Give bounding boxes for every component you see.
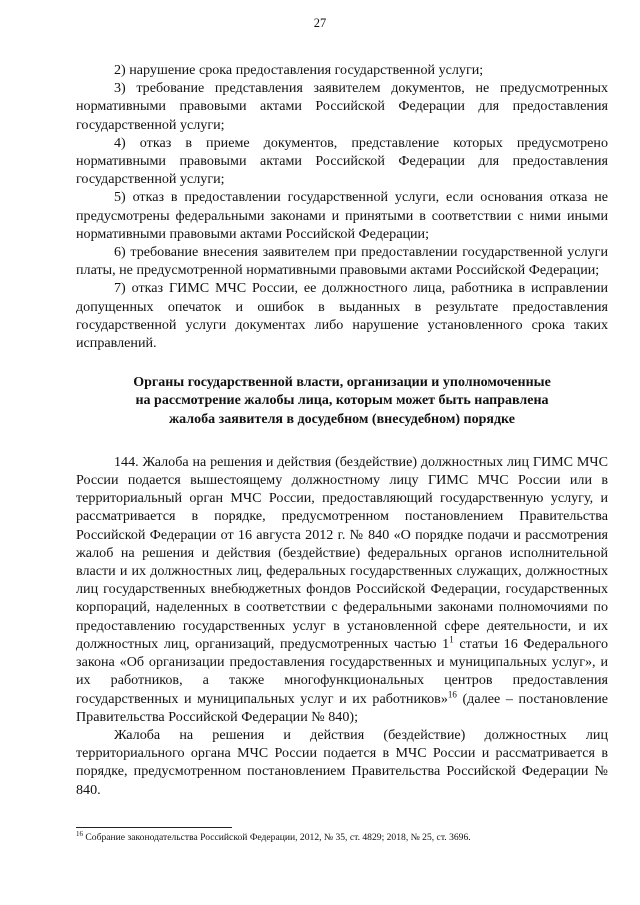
section-heading bbox=[76, 374, 608, 429]
paragraph-144-part-2: статьи 16 Федерального закона «Об организации предоставления государственных и муниципальных услуг», и их работников, а также многофункциональных центров предоставления государственных и муниципальных услуг и их работников» bbox=[76, 635, 608, 707]
superscript-1: 1 bbox=[449, 634, 454, 645]
footnote-ref-16: 16 bbox=[447, 688, 457, 699]
paragraph-144 bbox=[76, 453, 608, 726]
list-item-5: 5) отказ в предоставлении государственной услуги, если основания отказа не предусмотрены федеральными законами и принятыми в соответствии с ними иными нормативными правовыми актами Российской Федерации; bbox=[76, 189, 608, 242]
list-item-6: 6) требование внесения заявителем при предоставлении государственной услуги платы, не предусмотренной нормативными правовыми актами Российской Федерации; bbox=[76, 244, 608, 279]
heading-line-2: на рассмотрение жалобы лица, которым может быть направлена bbox=[135, 393, 549, 409]
document-body bbox=[76, 61, 608, 799]
list-item-2: 2) нарушение срока предоставления государственной услуги; bbox=[114, 62, 484, 78]
paragraph-144-part-3: (далее – постановление Правительства Российской Федерации № 840); bbox=[76, 690, 608, 725]
page-number: 27 bbox=[313, 16, 327, 30]
footnote-text: Собрание законодательства Российской Федерации, 2012, № 35, ст. 4829; 2018, № 25, ст. 3696. bbox=[83, 832, 471, 843]
list-item-4: 4) отказ в приеме документов, представление которых предусмотрено нормативными правовыми актами Российской Федерации для предоставления государственной услуги; bbox=[76, 134, 608, 188]
footnote-marker: 16 bbox=[76, 829, 83, 838]
list-item-3: 3) требование представления заявителем документов, не предусмотренных нормативными правовыми актами Российской Федерации для предоставления государственной услуги; bbox=[76, 80, 608, 133]
footnote-separator bbox=[76, 827, 232, 828]
footnote bbox=[76, 829, 608, 844]
paragraph-144-part-1: 144. Жалоба на решения и действия (бездействие) должностных лиц ГИМС МЧС России подается вышестоящему должностному лицу ГИМС МЧС России или в территориальный орган МЧС России, предоставляющий государственную услугу, и рассматривается в порядке, предусмотренном постановлением Правительства Российской Федерации от 16 августа 2012 г. № 840 «О порядке подачи и рассмотрения жалоб на решения и действия (бездействие) федеральных органов исполнительной власти и их должностных лиц, федеральных государственных служащих, должностных лиц государственных внебюджетных фондов Российской Федерации, государственных корпораций, наделенных в соответствии с федеральными законами полномочиями по предоставлению государственных услуг в установленной сфере деятельности, и их должностных лиц, организаций, предусмотренных частью 1 bbox=[76, 453, 608, 652]
heading-line-3: жалоба заявителя в досудебном (внесудебном) порядке bbox=[169, 411, 515, 427]
list-item-7: 7) отказ ГИМС МЧС России, ее должностного лица, работника в исправлении допущенных опечаток и ошибок в выданных в результате предоставления государственной услуги документах либо нарушение установленного срока таких исправлений. bbox=[76, 280, 608, 352]
heading-line-1: Органы государственной власти, организации и уполномоченные bbox=[133, 375, 551, 391]
paragraph-complaint-territorial: Жалоба на решения и действия (бездействие) должностных лиц территориального органа МЧС России подается в МЧС России и рассматривается в порядке, предусмотренном постановлением Правительства Российской Федерации № 840. bbox=[76, 726, 608, 798]
